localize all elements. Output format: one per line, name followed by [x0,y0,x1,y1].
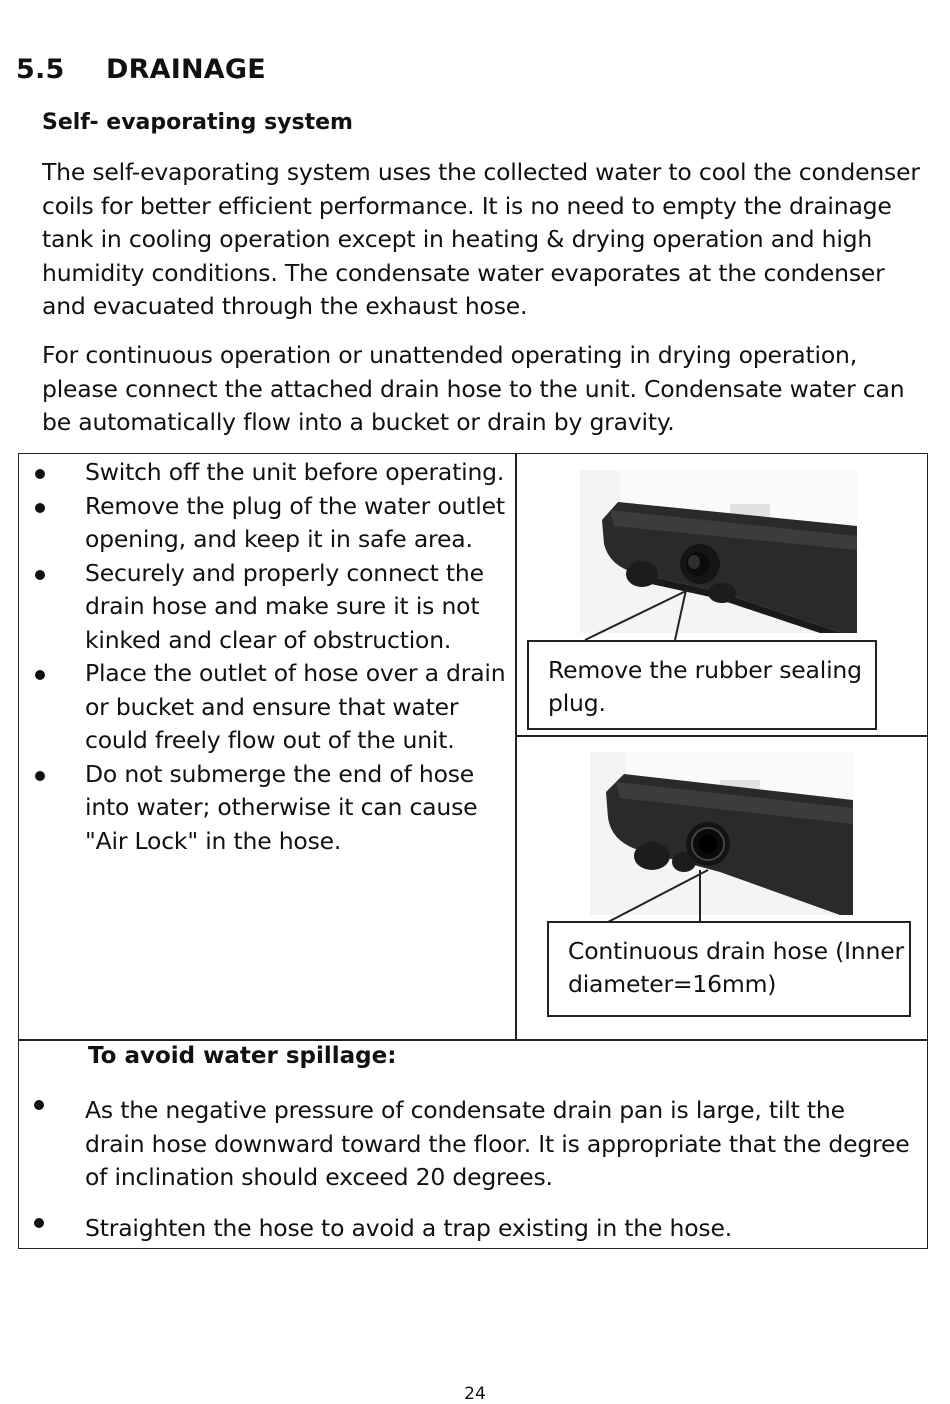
table-figure-divider [515,735,928,737]
bullet-icon [35,570,45,580]
table-column-divider [515,453,517,1041]
bullet-icon [34,1218,44,1228]
section-number: 5.5 [16,54,65,85]
drain-steps-list [30,456,510,858]
list-item: Remove the plug of the water outlet opening, and keep it in safe area. [30,490,510,557]
continuous-operation-paragraph: For continuous operation or unattended operating in drying operation, please connect the attached drain hose to the unit. Condensate water can be automatically flow into a bucket or drain by gravity. [42,341,905,436]
figure2-caption: Continuous drain hose (Inner diameter=16mm) [547,921,911,1017]
list-item: Do not submerge the end of hose into water; otherwise it can cause "Air Lock" in the hose. [30,758,510,859]
spillage-title: To avoid water spillage: [88,1043,397,1069]
subsection-title: Self- evaporating system [42,110,353,135]
list-item: Straighten the hose to avoid a trap existing in the hose. [30,1212,910,1246]
bullet-icon [34,1100,44,1110]
callout-pointer [598,862,918,924]
list-item: Switch off the unit before operating. [30,456,510,490]
bullet-icon [35,503,45,513]
callout-pointer [580,580,880,642]
page-number: 24 [464,1384,486,1404]
bullet-icon [35,771,45,781]
section-heading [16,54,266,85]
intro-paragraph: The self-evaporating system uses the collected water to cool the condenser coils for better efficient performance. It is no need to empty the drainage tank in cooling operation except in heating & drying operation and high humidity conditions. The condensate water evaporates at the condenser and evacuated through the exhaust hose. [42,158,920,320]
list-item: Securely and properly connect the drain hose and make sure it is not kinked and clear of obstruction. [30,557,510,658]
table-row-divider [18,1039,928,1041]
list-item: Place the outlet of hose over a drain or bucket and ensure that water could freely flow out of the unit. [30,657,510,758]
spillage-list [30,1094,910,1262]
bullet-icon [35,469,45,479]
figure1-caption: Remove the rubber sealing plug. [527,640,877,730]
bullet-icon [35,670,45,680]
list-item: As the negative pressure of condensate drain pan is large, tilt the drain hose downward toward the floor. It is appropriate that the degree of inclination should exceed 20 degrees. [30,1094,910,1195]
section-title: DRAINAGE [106,54,266,85]
